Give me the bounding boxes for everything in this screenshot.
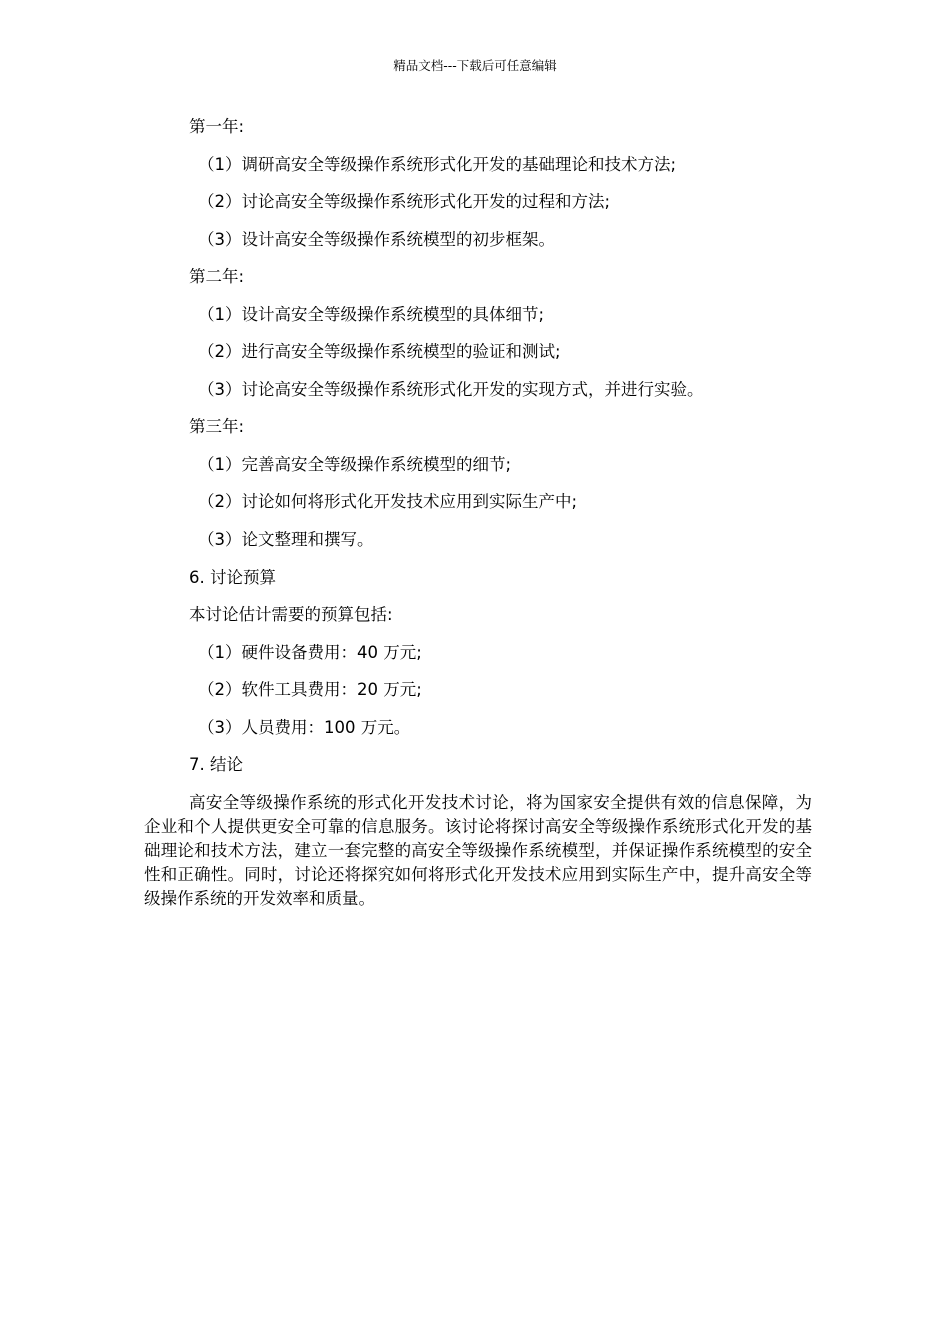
year2-item-1: （1）设计高安全等级操作系统模型的具体细节;	[198, 305, 545, 324]
year1-item-3: （3）设计高安全等级操作系统模型的初步框架。	[198, 230, 555, 249]
year3-item-3: （3）论文整理和撰写。	[198, 530, 374, 549]
year1-item-1: （1）调研高安全等级操作系统形式化开发的基础理论和技术方法;	[198, 155, 677, 174]
budget-item-3: （3）人员费用：100 万元。	[198, 718, 411, 737]
budget-intro: 本讨论估计需要的预算包括:	[189, 605, 393, 624]
year1-item-2: （2）讨论高安全等级操作系统形式化开发的过程和方法;	[198, 192, 611, 211]
budget-item-1: （1）硬件设备费用：40 万元;	[198, 643, 422, 662]
page-header: 精品文档---下载后可任意编辑	[393, 58, 557, 73]
year1-title: 第一年:	[189, 117, 245, 136]
conclusion-heading: 7. 结论	[189, 755, 243, 774]
year2-title: 第二年:	[189, 267, 245, 286]
budget-item-2: （2）软件工具费用：20 万元;	[198, 680, 422, 699]
year3-item-2: （2）讨论如何将形式化开发技术应用到实际生产中;	[198, 492, 578, 511]
year3-item-1: （1）完善高安全等级操作系统模型的细节;	[198, 455, 512, 474]
year2-item-3: （3）讨论高安全等级操作系统形式化开发的实现方式，并进行实验。	[198, 380, 704, 399]
conclusion-paragraph: 高安全等级操作系统的形式化开发技术讨论，将为国家安全提供有效的信息保障，为企业和个人提供更安全可靠的信息服务。该讨论将探讨高安全等级操作系统形式化开发的基础理论和技术方法，建立一套完整的高安全等级操作系统模型，并保证操作系统模型的安全性和正确性。同时，讨论还将探究如何将形式化开发技术应用到实际生产中，提升高安全等级操作系统的开发效率和质量。	[144, 793, 812, 908]
budget-heading: 6. 讨论预算	[189, 568, 276, 587]
year2-item-2: （2）进行高安全等级操作系统模型的验证和测试;	[198, 342, 561, 361]
year3-title: 第三年:	[189, 417, 245, 436]
